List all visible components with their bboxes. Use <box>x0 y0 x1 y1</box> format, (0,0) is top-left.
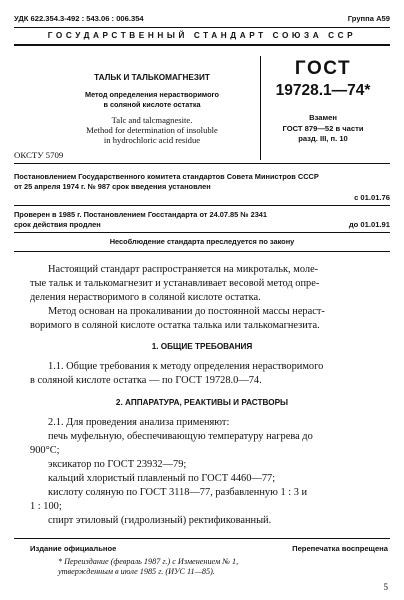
s2-line4: эксикатор по ГОСТ 23932—79; <box>48 459 187 470</box>
s2-line6: кислоту соляную по ГОСТ 3118—77, разбавленную 1 : 3 и <box>48 487 308 498</box>
intro-line1: Настоящий стандарт распространяется на микротальк, моле- <box>48 264 319 275</box>
title-en-line2: Method for determination of insoluble <box>86 125 218 135</box>
decree-line1: Постановлением Государственного комитета стандартов Совета Министров СССР <box>14 172 319 181</box>
s2-line8: спирт этиловый (гидролизный) ректификованный. <box>48 515 272 526</box>
decree-rule-2 <box>14 232 390 233</box>
s2-line3: 900°С; <box>30 445 60 456</box>
group-code: Группа А59 <box>347 14 390 23</box>
method-line1: Метод основан на прокаливании до постоянной массы нераст- <box>48 306 325 317</box>
gost-label: ГОСТ <box>294 58 352 79</box>
footnote-line1: * Переиздание (февраль 1987 г.) с Изменением № 1, <box>58 557 239 566</box>
s1-line1: 1.1. Общие требования к методу определения нерастворимого <box>48 361 324 372</box>
udc-code: УДК 622.354.3-492 : 543.06 : 006.354 <box>14 14 144 23</box>
gost-number: 19728.1—74* <box>275 82 371 99</box>
s2-line5: кальций хлористый плавленый по ГОСТ 4460—77; <box>48 473 276 484</box>
header-rule-bottom <box>14 44 390 46</box>
page-number: 5 <box>383 582 388 592</box>
s2-line2: печь муфельную, обеспечивающую температуру нагрева до <box>48 431 313 442</box>
title-block-rule <box>14 163 390 164</box>
intro-line3: деления нерастворимого в соляной кислоте остатка. <box>30 292 261 303</box>
decree-rule-1 <box>14 205 390 206</box>
decree-line2: от 25 апреля 1974 г. № 987 срок введения установлен <box>14 182 211 191</box>
section2-title: 2. АППАРАТУРА, РЕАКТИВЫ И РАСТВОРЫ <box>115 398 289 407</box>
s1-line2: в соляной кислоте остатка — по ГОСТ 19728.0—74. <box>30 375 262 386</box>
check-line1: Проверен в 1985 г. Постановлением Госстандарта от 24.07.85 № 2341 <box>14 210 268 219</box>
subtitle-ru-line2: в соляной кислоте остатка <box>103 100 201 109</box>
footnote-line2: утвержденным в июле 1985 г. (ИУС 11—85). <box>58 567 215 576</box>
replaced-label: Взамен <box>309 113 337 122</box>
title-block-divider <box>260 56 261 160</box>
effective-date: с 01.01.76 <box>354 193 390 202</box>
title-en-line1: Talc and talcmagnesite. <box>111 115 193 125</box>
method-line2: воримого в соляной кислоте остатка талька или талькомагнезита. <box>30 320 320 331</box>
replaced-line1: ГОСТ 879—52 в части <box>282 124 364 133</box>
decree-rule-3 <box>14 251 390 252</box>
replaced-line2: разд. III, п. 10 <box>298 134 348 143</box>
section1-title: 1. ОБЩИЕ ТРЕБОВАНИЯ <box>151 342 253 351</box>
extended-date: до 01.01.91 <box>348 220 390 229</box>
header-rule-top <box>14 27 390 28</box>
footer-rule <box>14 538 390 539</box>
intro-line2: тые тальк и талькомагнезит и устанавливает весовой метод опре- <box>30 278 320 289</box>
official-edition: Издание официальное <box>30 544 117 553</box>
reprint-prohibited: Перепечатка воспрещена <box>292 544 388 553</box>
s2-line1: 2.1. Для проведения анализа применяют: <box>48 417 230 428</box>
okstu-code: ОКСТУ 5709 <box>14 150 64 160</box>
standard-type: ГОСУДАРСТВЕННЫЙ СТАНДАРТ СОЮЗА ССР <box>47 31 357 40</box>
title-en-line3: in hydrochloric acid residue <box>103 135 201 145</box>
violation-notice: Несоблюдение стандарта преследуется по закону <box>109 237 295 246</box>
subtitle-ru-line1: Метод определения нерастворимого <box>85 90 219 99</box>
s2-line7: 1 : 100; <box>30 501 62 512</box>
title-ru: ТАЛЬК И ТАЛЬКОМАГНЕЗИТ <box>94 73 210 82</box>
check-line2: срок действия продлен <box>14 220 101 229</box>
